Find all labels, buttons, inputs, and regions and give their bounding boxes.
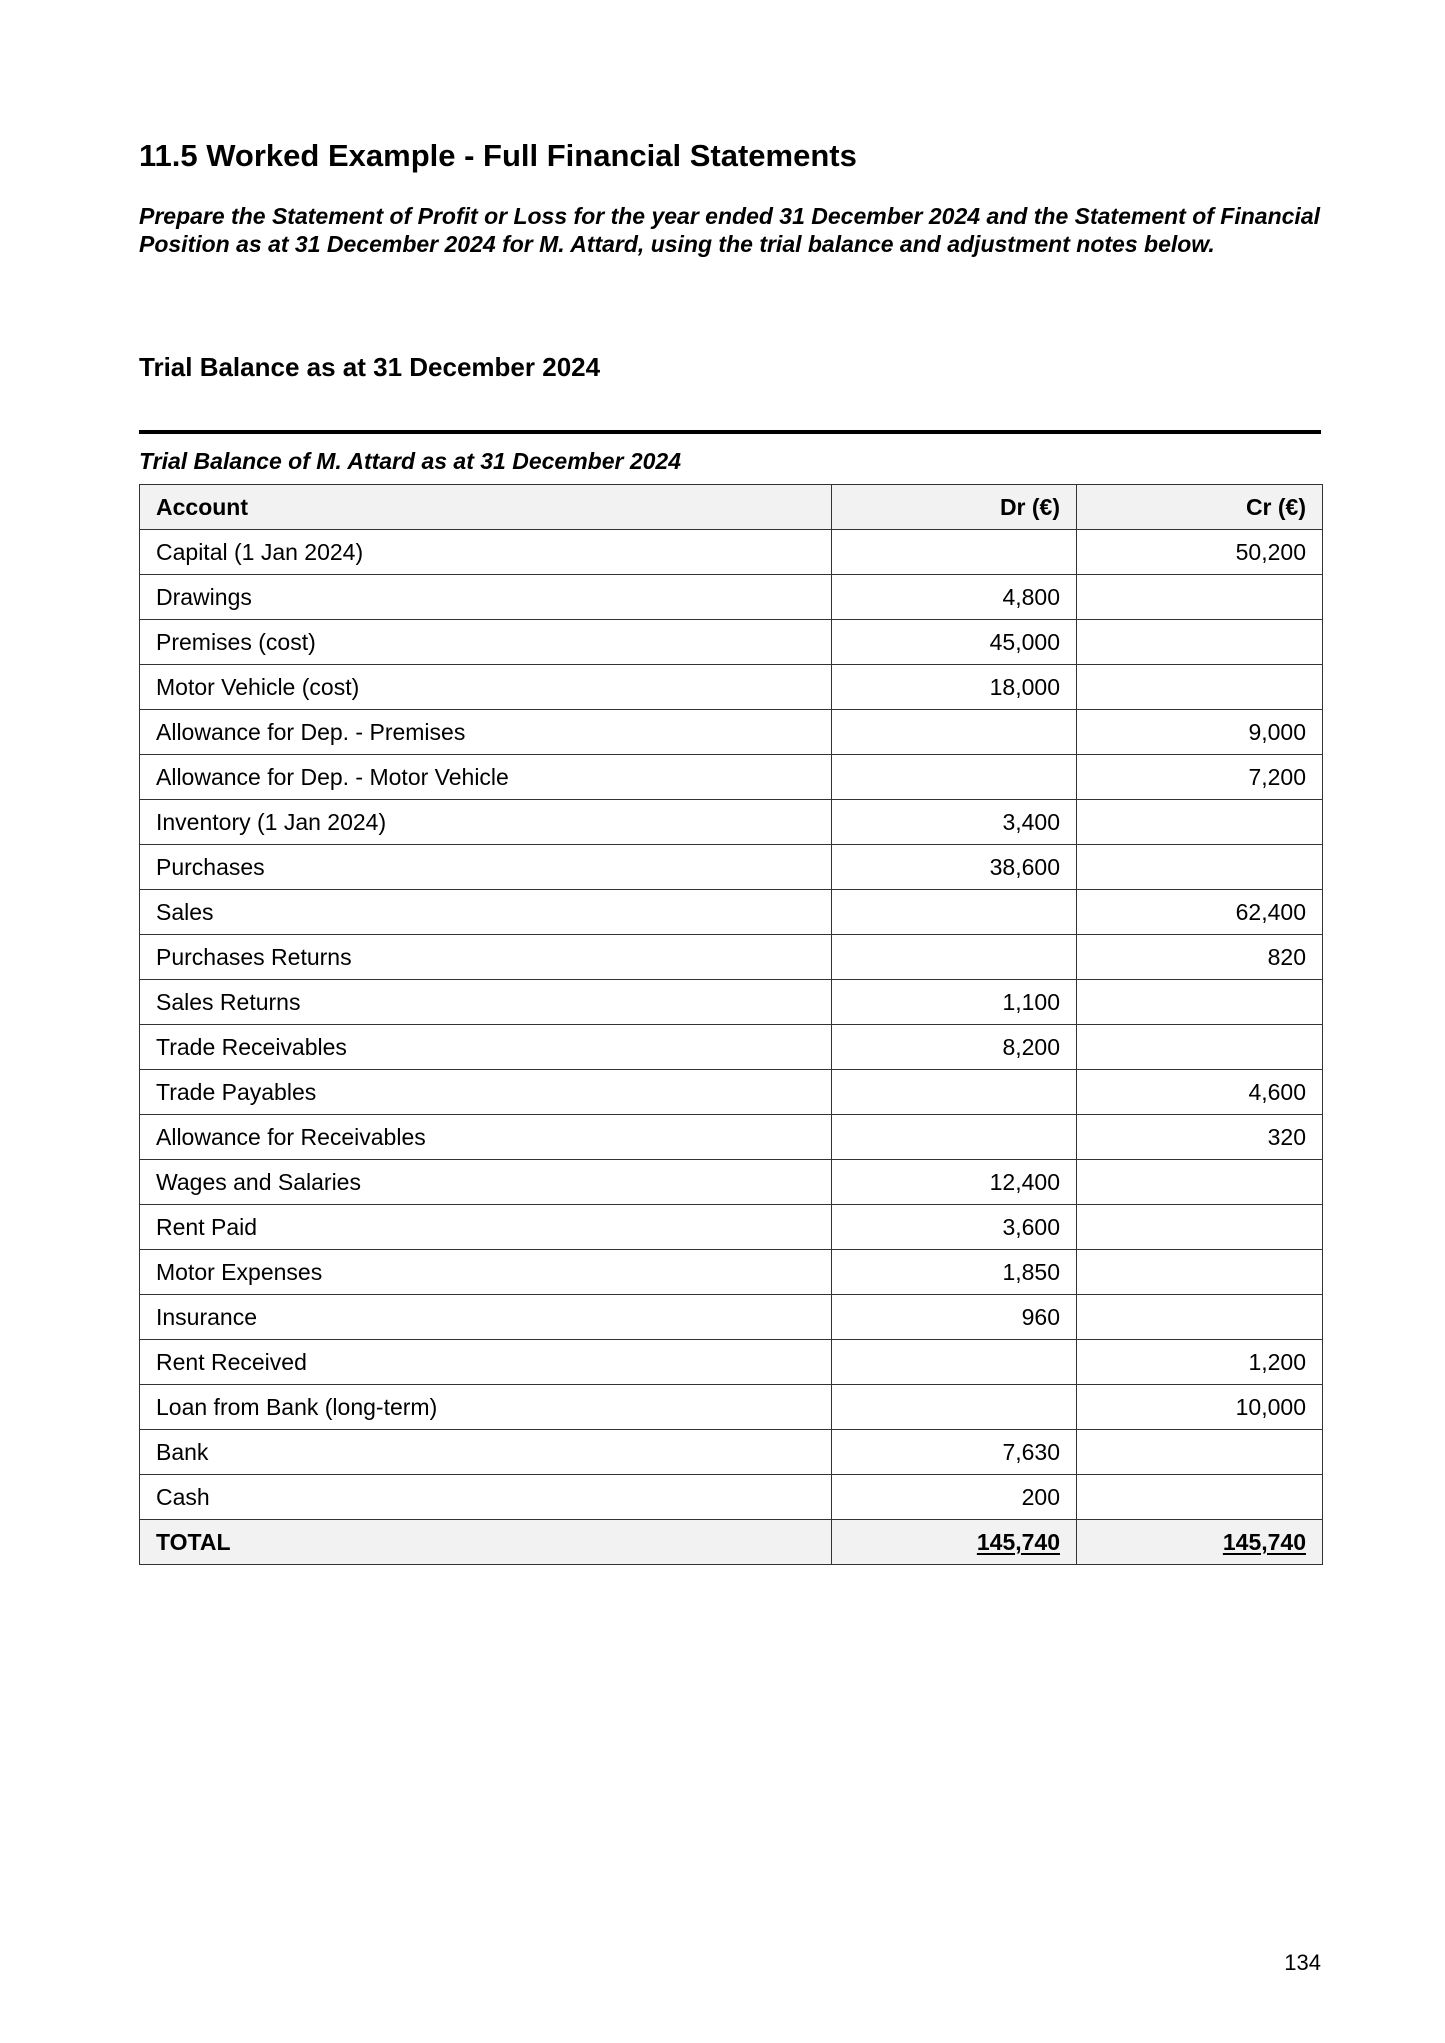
table-row <box>140 935 1323 980</box>
account-cell: Premises (cost) <box>140 620 832 665</box>
dr-cell: 38,600 <box>832 845 1077 890</box>
dr-cell <box>832 1340 1077 1385</box>
total-cr-cell <box>1077 1520 1323 1565</box>
table-row <box>140 755 1323 800</box>
account-cell: Allowance for Receivables <box>140 1115 832 1160</box>
dr-cell <box>832 530 1077 575</box>
cr-cell <box>1077 1475 1323 1520</box>
account-cell: Bank <box>140 1430 832 1475</box>
cr-cell: 9,000 <box>1077 710 1323 755</box>
dr-cell: 45,000 <box>832 620 1077 665</box>
table-row <box>140 1070 1323 1115</box>
account-cell: Sales Returns <box>140 980 832 1025</box>
table-row <box>140 1115 1323 1160</box>
dr-cell <box>832 890 1077 935</box>
column-header-cr: Cr (€) <box>1077 485 1323 530</box>
dr-cell: 3,600 <box>832 1205 1077 1250</box>
table-row <box>140 1475 1323 1520</box>
cr-cell <box>1077 1430 1323 1475</box>
table-header-row <box>140 485 1323 530</box>
dr-cell: 3,400 <box>832 800 1077 845</box>
account-cell: Wages and Salaries <box>140 1160 832 1205</box>
table-caption: Trial Balance of M. Attard as at 31 December 2024 <box>139 448 682 474</box>
account-cell: Trade Payables <box>140 1070 832 1115</box>
cr-cell: 10,000 <box>1077 1385 1323 1430</box>
cr-cell: 320 <box>1077 1115 1323 1160</box>
dr-cell <box>832 755 1077 800</box>
cr-cell: 62,400 <box>1077 890 1323 935</box>
account-cell: Purchases Returns <box>140 935 832 980</box>
cr-cell <box>1077 1205 1323 1250</box>
table-row <box>140 845 1323 890</box>
cr-cell: 820 <box>1077 935 1323 980</box>
table-row <box>140 980 1323 1025</box>
cr-cell: 7,200 <box>1077 755 1323 800</box>
column-header-dr: Dr (€) <box>832 485 1077 530</box>
cr-cell <box>1077 575 1323 620</box>
cr-cell <box>1077 1160 1323 1205</box>
table-row <box>140 1430 1323 1475</box>
dr-cell: 8,200 <box>832 1025 1077 1070</box>
total-dr-cell <box>832 1520 1077 1565</box>
table-row <box>140 1025 1323 1070</box>
page-number: 134 <box>1284 1950 1321 1975</box>
table-row <box>140 890 1323 935</box>
account-cell: Motor Vehicle (cost) <box>140 665 832 710</box>
table-row <box>140 710 1323 755</box>
dr-cell: 4,800 <box>832 575 1077 620</box>
cr-cell <box>1077 665 1323 710</box>
account-cell: Cash <box>140 1475 832 1520</box>
table-row <box>140 800 1323 845</box>
dr-cell: 18,000 <box>832 665 1077 710</box>
dr-cell <box>832 1115 1077 1160</box>
dr-cell: 12,400 <box>832 1160 1077 1205</box>
table-row <box>140 1160 1323 1205</box>
account-cell: Capital (1 Jan 2024) <box>140 530 832 575</box>
table-row <box>140 1250 1323 1295</box>
trial-balance-table <box>139 484 1323 1565</box>
account-cell: Trade Receivables <box>140 1025 832 1070</box>
table-row <box>140 1340 1323 1385</box>
account-cell: Insurance <box>140 1295 832 1340</box>
section-title: 11.5 Worked Example - Full Financial Statements <box>139 138 857 173</box>
account-cell: Allowance for Dep. - Premises <box>140 710 832 755</box>
table-row <box>140 620 1323 665</box>
cr-cell: 50,200 <box>1077 530 1323 575</box>
table-row <box>140 1205 1323 1250</box>
table-body <box>140 530 1323 1565</box>
cr-cell: 1,200 <box>1077 1340 1323 1385</box>
cr-cell <box>1077 980 1323 1025</box>
dr-cell <box>832 935 1077 980</box>
dr-cell <box>832 1070 1077 1115</box>
account-cell: Motor Expenses <box>140 1250 832 1295</box>
account-cell: Drawings <box>140 575 832 620</box>
total-dr: 145,740 <box>976 1529 1060 1555</box>
dr-cell: 7,630 <box>832 1430 1077 1475</box>
account-cell: Loan from Bank (long-term) <box>140 1385 832 1430</box>
account-cell: Inventory (1 Jan 2024) <box>140 800 832 845</box>
dr-cell: 960 <box>832 1295 1077 1340</box>
total-cr: 145,740 <box>1222 1529 1306 1555</box>
total-row <box>140 1520 1323 1565</box>
table-row <box>140 1385 1323 1430</box>
table-row <box>140 575 1323 620</box>
dr-cell: 1,850 <box>832 1250 1077 1295</box>
table-row <box>140 1295 1323 1340</box>
column-header-account: Account <box>140 485 832 530</box>
table-row <box>140 530 1323 575</box>
cr-cell <box>1077 1295 1323 1340</box>
instructions-text: Prepare the Statement of Profit or Loss for the year ended 31 December 2024 and the Statement of Financial Position as at 31 December 2024 for M. Attard, using the trial balance and adjustment notes below. <box>139 203 1320 257</box>
account-cell: Rent Paid <box>140 1205 832 1250</box>
cr-cell <box>1077 1250 1323 1295</box>
horizontal-rule <box>139 430 1321 434</box>
dr-cell: 1,100 <box>832 980 1077 1025</box>
cr-cell: 4,600 <box>1077 1070 1323 1115</box>
account-cell: Rent Received <box>140 1340 832 1385</box>
account-cell: Allowance for Dep. - Motor Vehicle <box>140 755 832 800</box>
subsection-title: Trial Balance as at 31 December 2024 <box>139 352 601 382</box>
table-row <box>140 665 1323 710</box>
cr-cell <box>1077 1025 1323 1070</box>
dr-cell: 200 <box>832 1475 1077 1520</box>
account-cell: Sales <box>140 890 832 935</box>
account-cell: Purchases <box>140 845 832 890</box>
cr-cell <box>1077 845 1323 890</box>
dr-cell <box>832 1385 1077 1430</box>
cr-cell <box>1077 800 1323 845</box>
dr-cell <box>832 710 1077 755</box>
cr-cell <box>1077 620 1323 665</box>
total-label: TOTAL <box>140 1520 832 1565</box>
